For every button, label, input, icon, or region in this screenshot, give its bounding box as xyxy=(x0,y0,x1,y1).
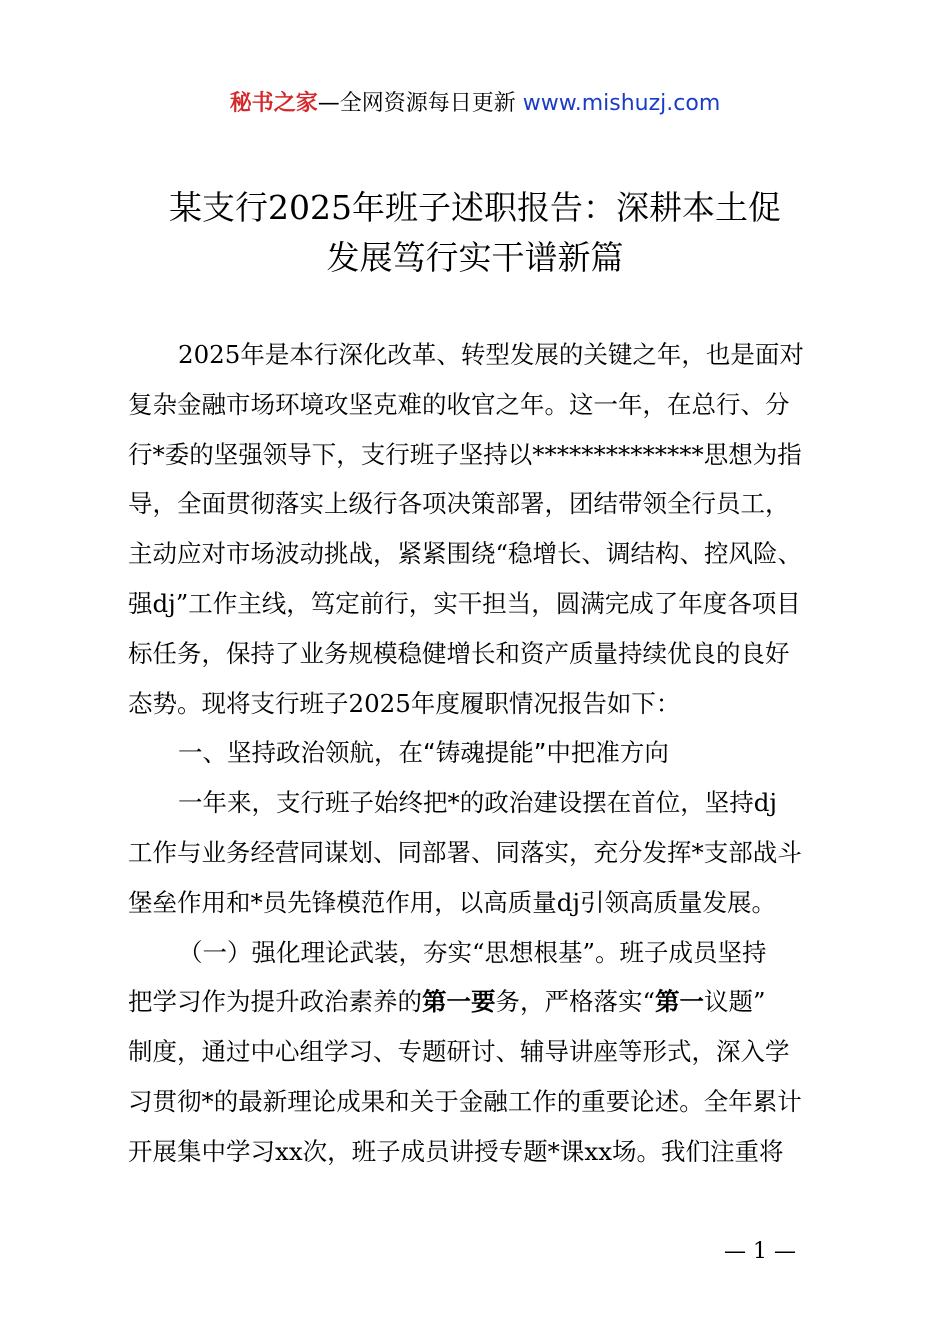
paragraph-section1-line: 堡垒作用和*员先锋模范作用，以高质量dj引领高质量发展。 xyxy=(128,887,777,917)
text-run: 把学习作为提升政治素养的 xyxy=(128,987,422,1017)
subsection-1-line: 习贯彻*的最新理论成果和关于金融工作的重要论述。全年累计 xyxy=(128,1086,802,1116)
text-run: 议题” xyxy=(704,987,766,1017)
subsection-1-line: 制度，通过中心组学习、专题研讨、辅导讲座等形式，深入学 xyxy=(128,1037,790,1067)
document-body xyxy=(128,330,838,1177)
subsection-1-line xyxy=(128,977,838,1027)
paragraph-intro-line: 强dj”工作主线，笃定前行，实干担当，圆满完成了年度各项目 xyxy=(128,588,801,618)
brand-name: 秘书之家 xyxy=(229,91,318,116)
title-line-1: 某支行2025年班子述职报告：深耕本土促 xyxy=(169,188,781,227)
paragraph-intro-line: 态势。现将支行班子2025年度履职情况报告如下： xyxy=(128,688,681,718)
document-title xyxy=(0,183,950,283)
paragraph-intro-line: 行*委的坚强领导下，支行班子坚持以**************思想为指 xyxy=(128,439,802,469)
paragraph-intro-line: 2025年是本行深化改革、转型发展的关键之年，也是面对 xyxy=(178,340,804,369)
paragraph-section1-line: 工作与业务经营同谋划、同部署、同落实，充分发挥*支部战斗 xyxy=(128,837,802,867)
section-heading-1: 一、坚持政治领航，在“铸魂提能”中把准方向 xyxy=(178,738,669,768)
paragraph-intro-line: 复杂金融市场环境攻坚克难的收官之年。这一年，在总行、分 xyxy=(128,389,790,419)
site-url-link[interactable]: www.mishuzj.com xyxy=(522,91,721,116)
paragraph-intro-line: 标任务，保持了业务规模稳健增长和资产质量持续优良的良好 xyxy=(128,638,790,668)
subsection-1-line: 开展集中学习xx次，班子成员讲授专题*课xx场。我们注重将 xyxy=(128,1136,784,1166)
title-line-2: 发展笃行实干谱新篇 xyxy=(326,238,624,277)
header-slogan: —全网资源每日更新 xyxy=(317,91,523,116)
paragraph-intro-line: 导，全面贯彻落实上级行各项决策部署，团结带领全行员工， xyxy=(128,489,790,519)
page-number: — 1 — xyxy=(724,1239,796,1264)
paragraph-section1-line: 一年来，支行班子始终把*的政治建设摆在首位，坚持dj xyxy=(178,788,778,818)
bold-text-run: 第一 xyxy=(655,987,705,1017)
bold-text-run: 第一要 xyxy=(422,987,496,1017)
subsection-1-line: （一）强化理论武装，夯实“思想根基”。班子成员坚持 xyxy=(178,937,767,967)
paragraph-intro-line: 主动应对市场波动挑战，紧紧围绕“稳增长、调结构、控风险、 xyxy=(128,539,803,569)
text-run: 务，严格落实“ xyxy=(495,987,656,1017)
site-header xyxy=(0,88,950,120)
